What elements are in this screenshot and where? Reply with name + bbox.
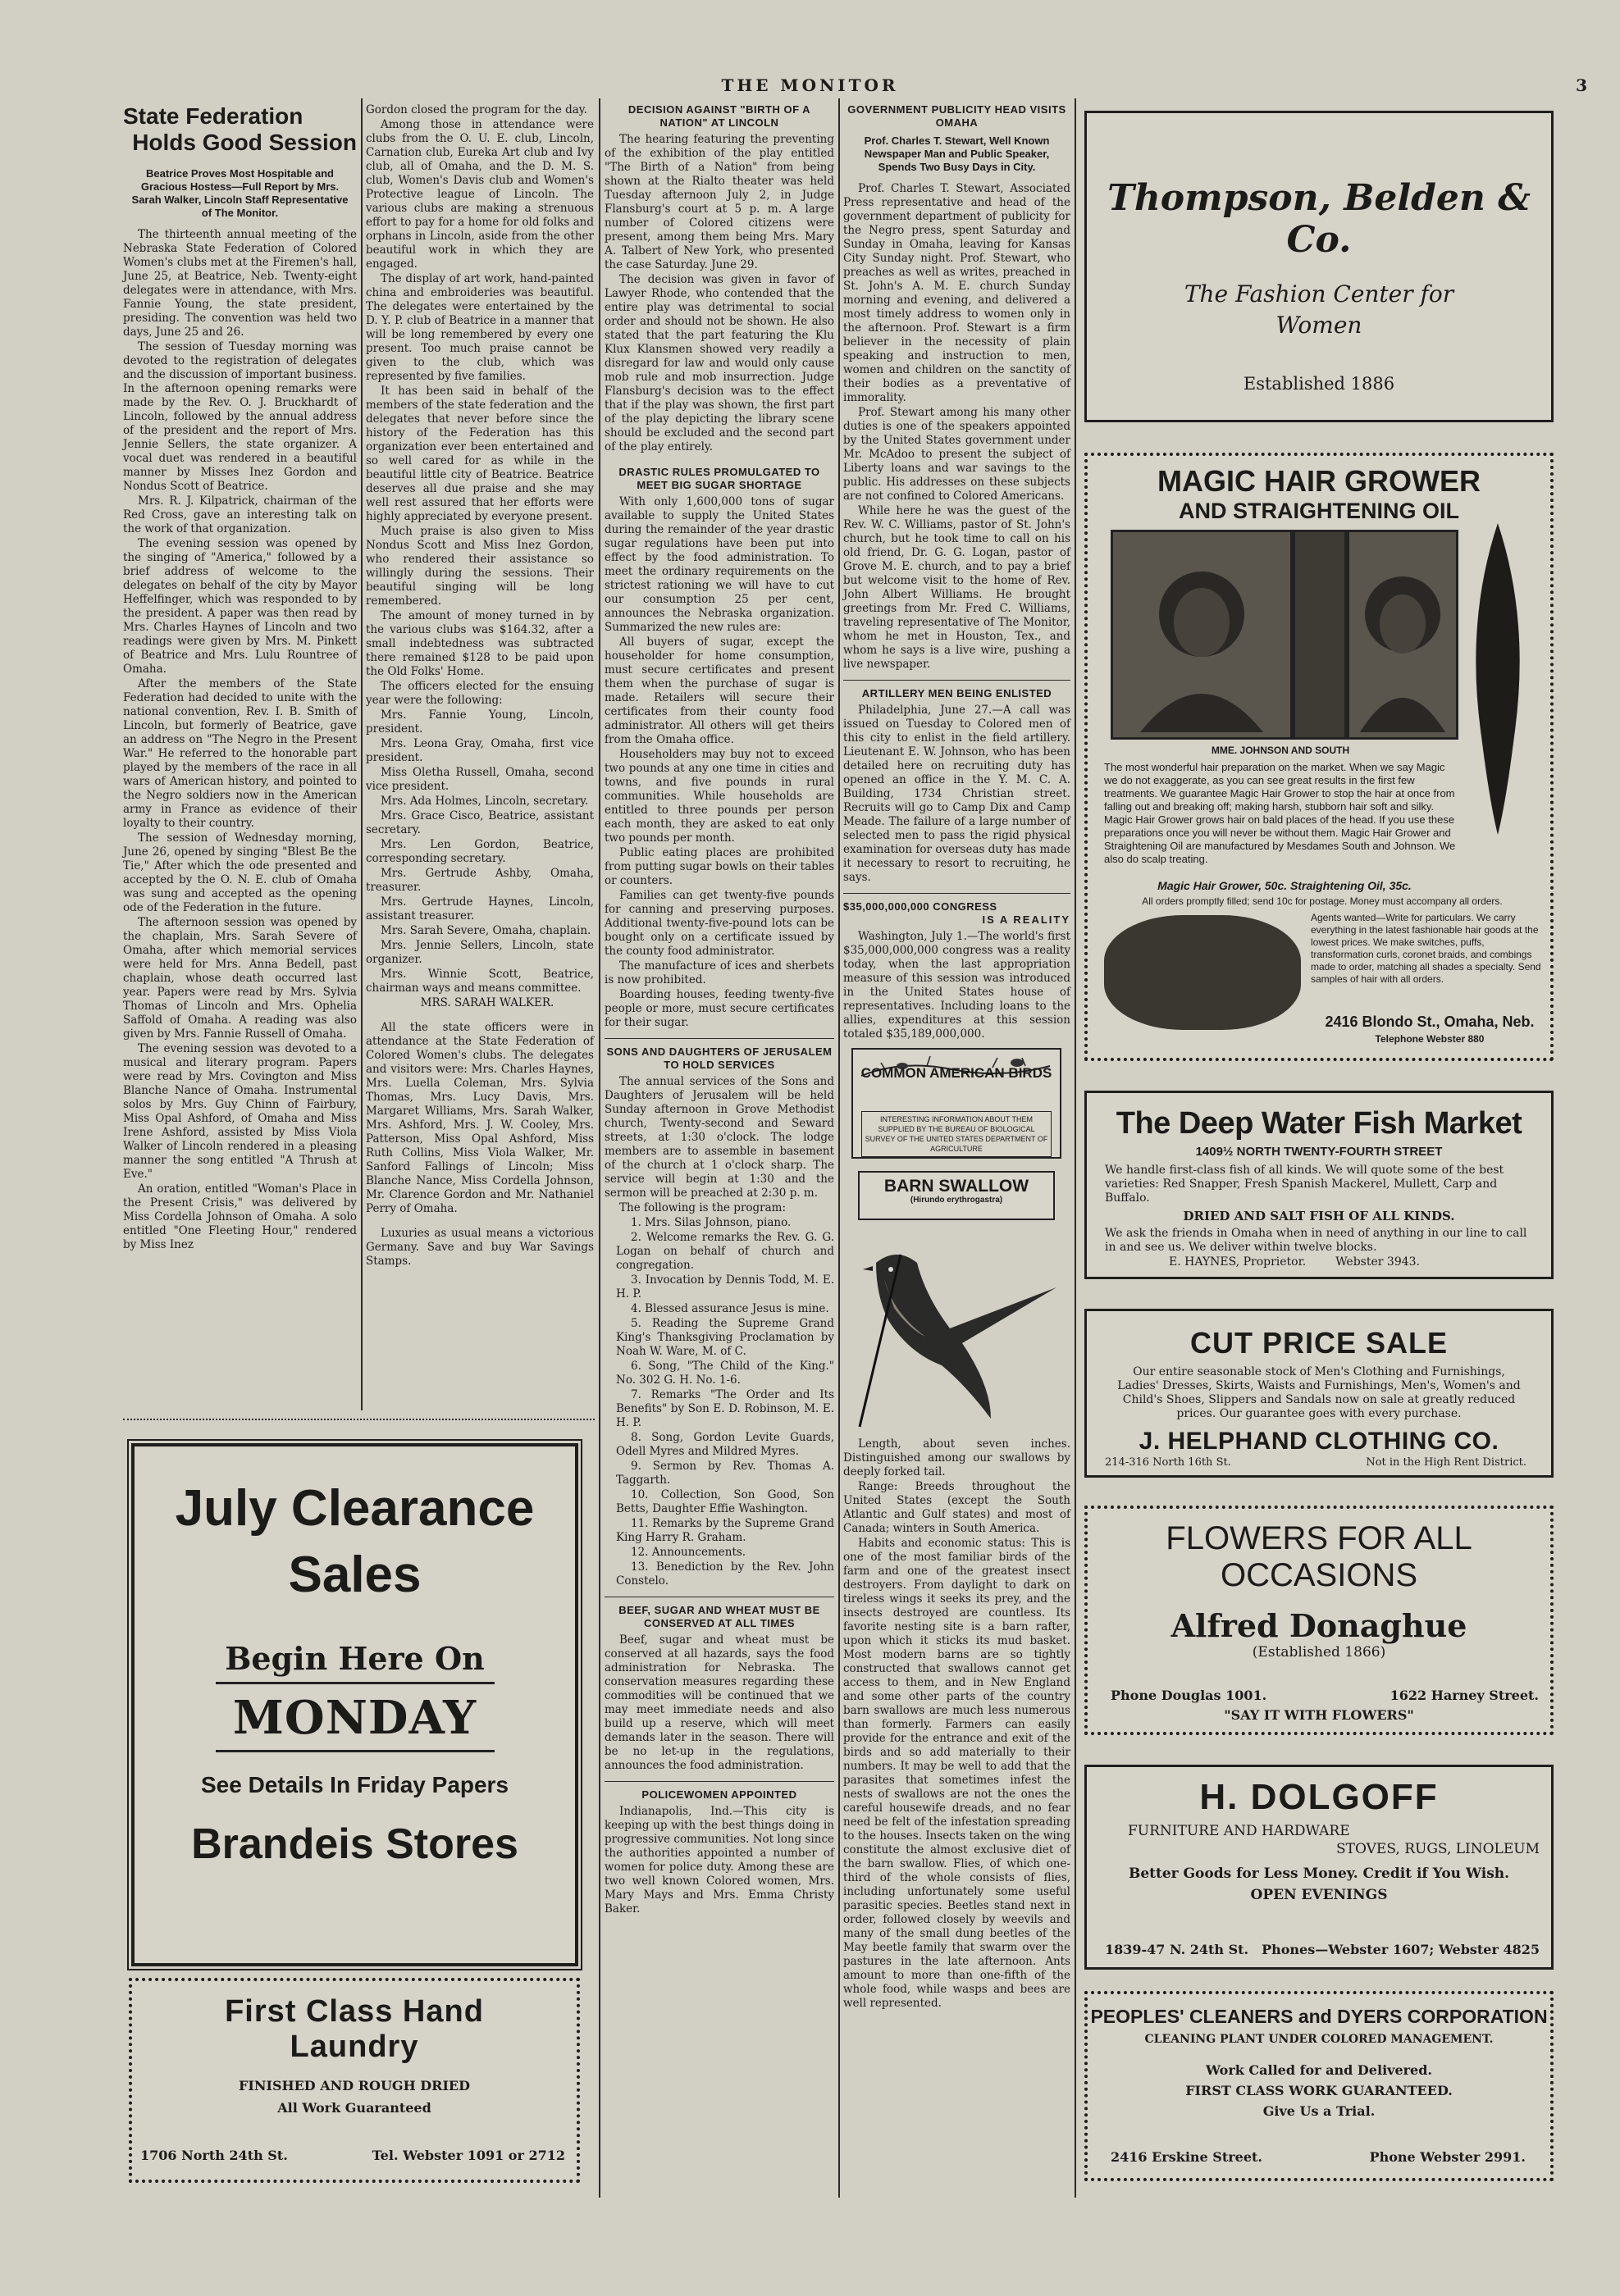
article-paragraph: Philadelphia, June 27.—A call was issued on Tuesday to Colored men of this city to enlist in the field artillery. Lieutenant E. W. Johnson, who has been detailed here on recruiting duty has opened an office in the Y. M. C. A. Building, 1734 Christian street. Recruits will go to Camp Dix and Camp Meade. The failure of a large number of selected men to pass the rigid physical examination for overseas duty has made it necessary to resort to recruiting, he says. [843,704,1070,884]
officer-entry: Mrs. Leona Gray, Omaha, first vice president. [366,737,594,764]
ad-phone: Phone Webster 2991. [1369,2149,1526,2165]
ad-slogan: "SAY IT WITH FLOWERS" [1224,1707,1414,1723]
ad-phone: Phones—Webster 1607; Webster 4825 [1262,1942,1540,1957]
ad-thompson-belden [1084,111,1554,422]
article-paragraph: The session of Wednesday morning, June 26, opened by singing "Blest Be the Tie," After which the ode presented and accepted by the O. N. E. club of Omaha was sung and accepted as the opening ode of the Federation in the future. [123,831,357,914]
article-deck: Beatrice Proves Most Hospitable and Gracious Hostess—Full Report by Mrs. Sarah Walker, Lincoln Staff Representative of The Monitor. [131,167,349,219]
hair-switch-photo [1465,523,1531,835]
ad-store-name: J. HELPHAND CLOTHING CO. [1139,1428,1499,1455]
article-paragraph: Families can get twenty-five pounds for canning and preserving purposes. Additional twenty-five-pound lots can be bought only on a certificate issued by the county food administrator. [605,889,834,958]
article-paragraph: After the members of the State Federation had decided to unite with the national convention, Rev. I. B. Smith of Lincoln, but formerly of Beatrice, gave an address on "The Negro in the Present War." He referred to the honorable part played by the members of the race in all wars of American history, and pointed to the Negro soldiers now in the American army in France as evidence of their loyalty to their country. [123,677,357,830]
ad-title: MAGIC HAIR GROWER [1157,464,1481,498]
article-paragraph: It has been said in behalf of the members of the state federation and the delegates that never before since the history of the Federation has this organization ever been entertained and so well cared for as while in the beautiful little city of Beatrice. Beatrice deserves all due praise and she may well rest assured that her efforts were highly appreciated by everyone present. [366,385,594,523]
ad-title: Sales [288,1547,422,1603]
ad-body: DRIED AND SALT FISH OF ALL KINDS. [1183,1209,1455,1223]
article-paragraph: Mrs. R. J. Kilpatrick, chairman of the Red Cross, gave an interesting talk on the work of that organization. [123,494,357,535]
article-paragraph: The hearing featuring the preventing of the exhibition of the play entitled "The Birth of a Nation" from being shown at the Rialto theater was held Tuesday afternoon July 2, in Judge Flansburg's court at 5 p. m. A large number of Colored citizens were present, among them being Mrs. Mary A. Talbert of New York, who presented the case Saturday. June 29. [605,133,834,271]
ad-body: Give Us a Trial. [1262,2103,1376,2119]
ad-address: 1706 North 24th St. [140,2148,288,2163]
ad-body: FIRST CLASS WORK GUARANTEED. [1185,2083,1453,2098]
ad-hand-laundry [129,1978,580,2183]
bird-latin-name: (Hirundo erythrogastra) [910,1196,1003,1205]
column-3 [605,103,834,1917]
ad-divider [216,1682,495,1684]
bird-feature [843,1048,1070,1437]
article-headline: BEEF, SUGAR AND WHEAT MUST BE CONSERVED AT ALL TIMES [618,1604,820,1629]
article-paragraph: Range: Breeds throughout the United States (except the South Atlantic and Gulf states) and most of Canada; winters in South America. [843,1480,1070,1535]
article-paragraph: The display of art work, hand-painted china and embroideries was beautiful. The delegates were entertained by the D. Y. P. club of Beatrice in a manner that will be long remembered by every one present. Too much praise cannot be given to the club, which was represented by five families. [366,272,594,383]
article-paragraph: Much praise is also given to Miss Nondus Scott and Miss Inez Gordon, who rendered their assistance so willingly during the sessions. Their beautiful singing will be long remembered. [366,525,594,608]
officer-entry: Mrs. Grace Cisco, Beatrice, assistant secretary. [366,809,594,836]
ad-address: 214-316 North 16th St. [1105,1456,1231,1469]
ad-store-name: Brandeis Stores [191,1820,518,1868]
article-paragraph: The afternoon session was opened by the chaplain, Mrs. Sarah Severe of Omaha, after which memorial services were held for Mrs. Anna Bedell, past chaplain, whose death occurred last year. Papers were read by Mrs. Sylvia Thomas of Lincoln and Mrs. Ophelia Saffold of Omaha. A reading was also given by Mrs. Fannie Russell of Omaha. [123,916,357,1041]
article-paragraph: The evening session was devoted to a musical and literary program. Papers were read by Mrs. Covington and Miss Blanche Nance of Omaha. Instrumental solos by Mrs. Guy Chinn of Fairbury, Miss Opal Ashford, of Omaha and Miss Irene Ashford, assisted by Miss Viola Walker of Lincoln rendered in a pleasing manner the song entitled "A Thrush at Eve." [123,1042,357,1181]
article-headline [843,900,1070,927]
ad-title: First Class Hand [225,1994,484,2029]
article-paragraph: The following is the program: [619,1201,787,1214]
column-rule [838,98,840,2198]
program-item: 1. Mrs. Silas Johnson, piano. [631,1216,792,1229]
ad-proprietor: E. HAYNES, Proprietor. [1169,1255,1307,1269]
ad-body: All Work Guaranteed [277,2100,431,2116]
ad-established: (Established 1866) [1252,1644,1386,1660]
article-paragraph: The decision was given in favor of Lawyer Rhode, who contended that the entire play was detrimental to social order and should not be shown. He also stated that the part featuring the Klu Klux Klansmen showed very readily a disregard for law and would only cause mob rule and mob insurrection. Judge Flansburg's decision was to the effect that if the play was shown, the first part of the play depicting the library scene should be excluded and the second part of the play entirely. [605,273,834,453]
headline [123,103,357,156]
ad-address: 1622 Harney Street. [1390,1688,1539,1703]
program-item: 2. Welcome remarks the Rev. G. G. Logan on behalf of church and congregation. [616,1231,834,1272]
ad-orders: All orders promptly filled; send 10c for postage. Money must accompany all orders. [1142,895,1503,907]
article-paragraph: With only 1,600,000 tons of sugar available to supply the United States during the remainder of the year drastic sugar regulations have been put into effect by the food administration. To meet the ordinary requirements on the strictest rationing we will have to cut our consumption 25 per cent, announces the Nebraska organization. Summarized the new rules are: [605,495,834,634]
program-item: 13. Benediction by the Rev. John Constelo. [616,1560,834,1588]
column-1 [123,103,357,1253]
ad-helphand-clothing [1084,1309,1554,1478]
column-rule [599,98,600,2198]
ad-title: OCCASIONS [1220,1557,1418,1593]
ad-address: 1839-47 N. 24th St. [1105,1942,1249,1957]
ad-body: FURNITURE AND HARDWARE [1128,1823,1350,1839]
ad-title: Thompson, Belden & Co. [1107,177,1531,261]
program-item: 10. Collection, Son Good, Son Betts, Daughter Effie Washington. [616,1488,834,1515]
headline-line: Holds Good Session [132,130,357,155]
officer-entry: Miss Oletha Russell, Omaha, second vice president. [366,766,594,793]
hair-product-photo [1293,530,1347,740]
article-headline: GOVERNMENT PUBLICITY HEAD VISITS OMAHA [847,103,1066,129]
ad-divider [216,1750,495,1752]
article-paragraph: Prof. Stewart among his many other duties is one of the speakers appointed by the United States government under Mr. McAdoo to present the subject of Liberty loans and war savings to the public. His addresses on these subjects are not confined to Colored Americans. [843,406,1070,503]
ad-dolgoff-furniture [1084,1765,1554,1970]
article-paragraph: Indianapolis, Ind.—This city is keeping up with the best things doing in progressive communities. Not long since the authorities appointed a number of women for police duty. Among these are two well known Colored women, Mrs. Mary Mays and Mrs. Emma Christy Baker. [605,1805,834,1916]
program-item: 12. Announcements. [631,1546,746,1559]
officer-entry: Mrs. Sarah Severe, Omaha, chaplain. [381,924,591,937]
birds-banner-title: COMMON AMERICAN BIRDS [860,1065,1052,1081]
article-paragraph: Boarding houses, feeding twenty-five people or more, must secure certificates for their sugar. [605,988,834,1029]
ad-prices: Magic Hair Grower, 50c. Straightening Oil, 35c. [1157,879,1412,892]
masthead-title: THE MONITOR [721,75,899,95]
ad-phone: Webster 3943. [1335,1255,1420,1269]
birds-info: INTERESTING INFORMATION ABOUT THEM SUPPLIED BY THE BUREAU OF BIOLOGICAL SURVEY OF THE UNITED STATES DEPARTMENT OF AGRICULTURE [861,1111,1052,1157]
article-paragraph: All buyers of sugar, except the householder for home consumption, must secure certificates and present them when the purchase of sugar is made. Retailers will secure their certificates from their county food administrator. All others will get theirs from the Omaha office. [605,636,834,746]
hair-switch-icon [1465,523,1531,835]
ad-note: Not in the High Rent District. [1366,1456,1526,1469]
section-divider [605,1038,834,1039]
article-paragraph: The manufacture of ices and sherbets is now prohibited. [605,959,834,986]
ad-body: We ask the friends in Omaha when in need of anything in our line to call in and see us. We deliver within twelve blocks. [1105,1227,1527,1254]
article-paragraph: Householders may buy not to exceed two pounds at any one time in cities and towns, and five pounds in rural communities. While households are entitled to three pounds per person each month, they are asked to eat only two pounds per month. [605,748,834,845]
woman-portrait-icon [1116,532,1288,732]
article-paragraph: Habits and economic status: This is one of the most familiar birds of the farm and one of the greatest insect destroyers. From daylight to dark on tireless wings it seeks its prey, and the insects destroyed are countless. Its favorite nesting site is a barn rafter, upon which it sticks its mud basket. Most modern barns are so tightly constructed that swallows cannot get access to them, and in New England and some other parts of the country barn swallows are much less numerous than formerly. Farmers can easily provide for the entrance and exit of the birds and so add materially to their numbers. It may be well to add that the parasites that sometimes infest the nests of swallows are not the ones the careful housewife dreads, and no fear need be felt of the infestation spreading to the houses. Insects taken on the wing constitute the almost exclusive diet of the barn swallow. Flies, of which one-third of the whole consists of flies, including unfortunately some useful parasitic species. Beetles stand next in order, followed closely by weevils and many of the small dung beetles of the May beetle family that swarm over the pastures in the late afternoon. Ants amount to more than one-fifth of the whole food, while wasps and bees are well represented. [843,1537,1070,2010]
article-paragraph: The thirteenth annual meeting of the Nebraska State Federation of Colored Women's clubs met at the Firemen's hall, June 25, at Beatrice, Neb. Twenty-eight delegates were in attendance, with Mrs. Fannie Young, the state president, presiding. The convention was held two days, June 25 and 26. [123,228,357,339]
ad-body: We handle first-class fish of all kinds. We will quote some of the best varieties: Red Snapper, Fresh Spanish Mackerel, Mullett, Carp and Buffalo. [1105,1164,1504,1205]
headline-line: $35,000,000,000 CONGRESS [843,900,997,913]
officer-entry: Mrs. Jennie Sellers, Lincoln, state organizer. [366,939,594,966]
column-rule [361,98,363,1410]
ad-phone: Telephone Webster 880 [1375,1033,1485,1045]
article-paragraph: All the state officers were in attendance at the State Federation of Colored Women's clubs. The delegates and visitors were: Mrs. Charles Haynes, Mrs. Luella Coleman, Mrs. Sylvia Thomas, Mrs. Lucy Davis, Mrs. Margaret Williams, Mrs. Sarah Walker, Mrs. Ashford, Mrs. J. W. Cooley, Mrs. Patterson, Miss Opal Ashford, Miss Ruth Collins, Miss Viola Walker, Mr. Sanford Fallings of Lincoln; Miss Blanche Nance, Miss Cordella Johnson, Mr. Clarence Gordon and Mr. Nathaniel Perry of Omaha. [366,1021,594,1215]
ad-flowers-donaghue [1084,1506,1554,1735]
masthead [0,72,1620,100]
page-number: 3 [1576,75,1587,95]
officer-entry: Mrs. Gertrude Haynes, Lincoln, assistant treasurer. [366,895,594,922]
ad-title: FLOWERS FOR ALL [1166,1520,1472,1556]
bird-name-box [858,1171,1055,1220]
article-paragraph: Public eating places are prohibited from putting sugar bowls on their tables or counters. [605,846,834,887]
article-headline: POLICEWOMEN APPOINTED [641,1788,797,1801]
article-paragraph: An oration, entitled "Woman's Place in the Present Crisis," was delivered by Miss Cordella Johnson of Omaha. A solo entitled "One Fleeting Hour," rendered by Miss Inez [123,1182,357,1251]
article-paragraph: The annual services of the Sons and Daughters of Jerusalem will be held Sunday afternoon in Grove Methodist church, Twenty-second and Seward streets, at 1:30 o'clock. The lodge members are to assemble in basement of the church at 1 o'clock sharp. The service will begin at 1:30 and the sermon will be preached at 2:30 p. m. [605,1075,834,1200]
ad-body: Begin Here On [225,1640,485,1677]
program-item: 6. Song, "The Child of the King." No. 302 G. H. No. 1-6. [616,1360,834,1387]
ad-store-name: Alfred Donaghue [1171,1607,1467,1644]
ad-address: 2416 Blondo St., Omaha, Neb. [1325,1014,1535,1030]
ad-phone: Phone Douglas 1001. [1111,1688,1267,1703]
article-headline: DECISION AGAINST "BIRTH OF A NATION" AT LINCOLN [627,103,811,129]
headline-line: IS A REALITY [982,913,1070,926]
ad-title: CUT PRICE SALE [1189,1326,1449,1360]
program-item: 7. Remarks "The Order and Its Benefits" by Son E. D. Robinson, M. E. H. P. [616,1388,834,1429]
program-item: 5. Reading the Supreme Grand King's Thanksgiving Proclamation by Noah W. Ware, M. of C. [616,1317,834,1358]
article-paragraph: Luxuries as usual means a victorious Germany. Save and buy War Savings Stamps. [366,1227,594,1268]
ad-title: PEOPLES' CLEANERS and DYERS CORPORATION [1090,2006,1548,2027]
article-paragraph: Washington, July 1.—The world's first $35,000,000,000 congress was a reality today, when the last appropriation measure of this session was introduced in the United States house of representatives. Including loans to the allies, expenditures at this session totaled $35,189,000,000. [843,930,1070,1041]
ad-tagline: The Fashion Center for Women [1184,280,1454,339]
ad-address: 2416 Erskine Street. [1111,2149,1262,2165]
article-paragraph: The amount of money turned in by the various clubs was $164.32, after a small indebtedness was subtracted there remained $128 to be paid upon the Old Folks' Home. [366,609,594,678]
section-divider [843,893,1070,894]
photo-caption: MME. JOHNSON AND SOUTH [1211,745,1350,756]
article-headline: SONS AND DAUGHTERS OF JERUSALEM TO HOLD SERVICES [606,1046,833,1071]
article-paragraph: The session of Tuesday morning was devoted to the registration of delegates and the discussion of important business. In the afternoon opening remarks were made by the Rev. O. J. Bruckhardt of Lincoln, followed by the annual address of the president and the report of Mrs. Jennie Sellers, the state organizer. A vocal duet was rendered in a beautiful manner by Misses Inez Gordon and Nondus Scott of Beatrice. [123,340,357,493]
ad-day: MONDAY [232,1691,477,1745]
ad-phone: Tel. Webster 1091 or 2712 [372,2148,565,2163]
section-divider [123,1419,595,1420]
woman-portrait-icon [1352,532,1453,732]
program-item: 8. Song, Gordon Levite Guards, Odell Myres and Mildred Myres. [616,1431,834,1458]
ad-store-name: H. DOLGOFF [1199,1777,1439,1817]
ad-subtitle: CLEANING PLANT UNDER COLORED MANAGEMENT. [1144,2033,1494,2046]
ad-peoples-cleaners [1084,1991,1554,2181]
column-rule [1075,98,1076,2198]
article-headline: DRASTIC RULES PROMULGATED TO MEET BIG SUGAR SHORTAGE [618,466,820,491]
article-paragraph: Among those in attendance were clubs from the O. U. E. club, Lincoln, Carnation club, Eureka Art club and Ivy club, all of Omaha, and the D. M. S. club, Women's Davis club and Women's Protective league of Lincoln. The various clubs are making a strenuous effort to pay for a home for old folks and orphans in Lincoln, aside from the other beautiful work in which they are engaged. [366,118,594,271]
ad-title: July Clearance [175,1480,535,1537]
article-paragraph: Length, about seven inches. Distinguished among our swallows by deeply forked tail. [843,1437,1070,1478]
officer-entry: Mrs. Ada Holmes, Lincoln, secretary. [381,795,589,808]
ad-body: OPEN EVENINGS [1250,1887,1388,1903]
program-item: 3. Invocation by Dennis Todd, M. E. H. P. [616,1273,834,1301]
bird-name: BARN SWALLOW [883,1177,1029,1196]
column-4 [843,103,1070,2011]
ad-body: FINISHED AND ROUGH DRIED [238,2078,470,2093]
program-item: 11. Remarks by the Supreme Grand King Harry R. Graham. [616,1517,834,1544]
ad-brandeis-stores [131,1443,578,1966]
ad-body: Work Called for and Delivered. [1206,2062,1432,2078]
ad-title: The Deep Water Fish Market [1116,1106,1522,1141]
article-signature: MRS. SARAH WALKER. [420,996,554,1009]
hair-piece-photo [1104,915,1301,1030]
portrait-photo [1347,530,1458,740]
article-deck: Prof. Charles T. Stewart, Well Known Newspaper Man and Public Speaker, Spends Two Busy Days in City. [864,134,1050,173]
portrait-photo [1111,530,1293,740]
ad-body: See Details In Friday Papers [200,1772,509,1797]
ad-agents: Agents wanted—Write for particulars. We carry everything in the latest fashionable hair goods at the lowest prices. We make switches, puffs, transformation curls, coronet braids, and combings made to order, matching all shades a specialty. Send samples of hair with all orders. [1311,912,1541,985]
article-paragraph: Beef, sugar and wheat must be conserved at all hazards, says the food administration for Nebraska. The conservation measures regarding these commodities will be continued that we may meet immediate needs and also build up a reserve, which will meet demands later in the season. There will be no let-up in the regulations, announces the food administration. [605,1633,834,1772]
ad-established: Established 1886 [1243,374,1395,394]
ad-subtitle: AND STRAIGHTENING OIL [1179,499,1459,523]
birds-banner-box [851,1048,1061,1159]
ad-body: Our entire seasonable stock of Men's Clothing and Furnishings, Ladies' Dresses, Skirts, Waists and Furnishings, Men's, Women's and Child's Shoes, Slippers and Sandals now on sale at greatly reduced prices. Our guarantee goes with every purchase. [1117,1365,1521,1420]
section-divider [605,1781,834,1782]
article-paragraph: Prof. Charles T. Stewart, Associated Press representative and head of the government department of publicity for the Negro press, spent Saturday and Sunday in Omaha, leaving for Kansas City Sunday night. Prof. Stewart, who preaches as well as writes, preached in St. John's A. M. E. church Sunday morning and evening, and delivered a most timely address to women only in the afternoon. Prof. Stewart is a firm believer in the necessity of plain speaking and instruction to men, women and children on the sanctity of their bodies as a preventative of immorality. [843,182,1070,404]
officer-entry: Mrs. Winnie Scott, Beatrice, chairman ways and means committee. [366,968,594,995]
article-paragraph: The officers elected for the ensuing year were the following: [366,680,594,707]
article-paragraph: Gordon closed the program for the day. [366,103,587,116]
article-headline: ARTILLERY MEN BEING ENLISTED [861,687,1052,699]
ad-body: STOVES, RUGS, LINOLEUM [1336,1841,1540,1857]
column-2 [366,103,594,1269]
ad-magic-hair-grower [1084,453,1554,1061]
barn-swallow-icon [851,1230,1065,1431]
ad-address: 1409½ NORTH TWENTY-FOURTH STREET [1195,1145,1443,1159]
ad-body: Better Goods for Less Money. Credit if You Wish. [1128,1866,1510,1882]
section-divider [843,680,1070,681]
officer-entry: Mrs. Len Gordon, Beatrice, corresponding secretary. [366,838,594,865]
ad-title: Laundry [290,2029,419,2064]
officer-entry: Mrs. Fannie Young, Lincoln, president. [366,708,594,736]
officer-entry: Mrs. Gertrude Ashby, Omaha, treasurer. [366,867,594,894]
article-paragraph: While here he was the guest of the Rev. W. C. Williams, pastor of St. John's church, but he took time to call on his old friend, Dr. G. G. Logan, pastor of Grove M. E. church, and to pay a brief but welcome visit to the home of Rev. John Albert Williams. He brought greetings from Mr. Fred C. Williams, traveling representative of The Monitor, whom he met in Houston, Tex., and whom he says is a live wire, pushing a live newspaper. [843,504,1070,671]
headline-line: State Federation [123,103,303,129]
article-paragraph: The evening session was opened by the singing of "America," followed by a brief address of welcome to the delegates on behalf of the city by Mayor Heffelfinger, which was responded to by the president. A paper was then read by Mrs. Charles Haynes of Lincoln and two readings were given by Mrs. M. Pinkett of Beatrice and Mrs. Lulu Rountree of Omaha. [123,537,357,676]
program-item: 4. Blessed assurance Jesus is mine. [631,1302,829,1315]
program-item: 9. Sermon by Rev. Thomas A. Taggarth. [616,1460,834,1487]
ad-deep-water-fish-market [1084,1091,1554,1279]
ad-body: The most wonderful hair preparation on the market. When we say Magic we do not exaggerate, as you can see great results in the first few treatments. We guarantee Magic Hair Grower to stop the hair at once from falling out and breaking off; making harsh, stubborn hair soft and silky. Magic Hair Grower grows hair on bald places of the head. If you use these preparations once you will never be without them. Magic Hair Grower and Straightening Oil are manufactured by Mesdames South and Johnson. We also do scalp treating. [1104,761,1456,865]
